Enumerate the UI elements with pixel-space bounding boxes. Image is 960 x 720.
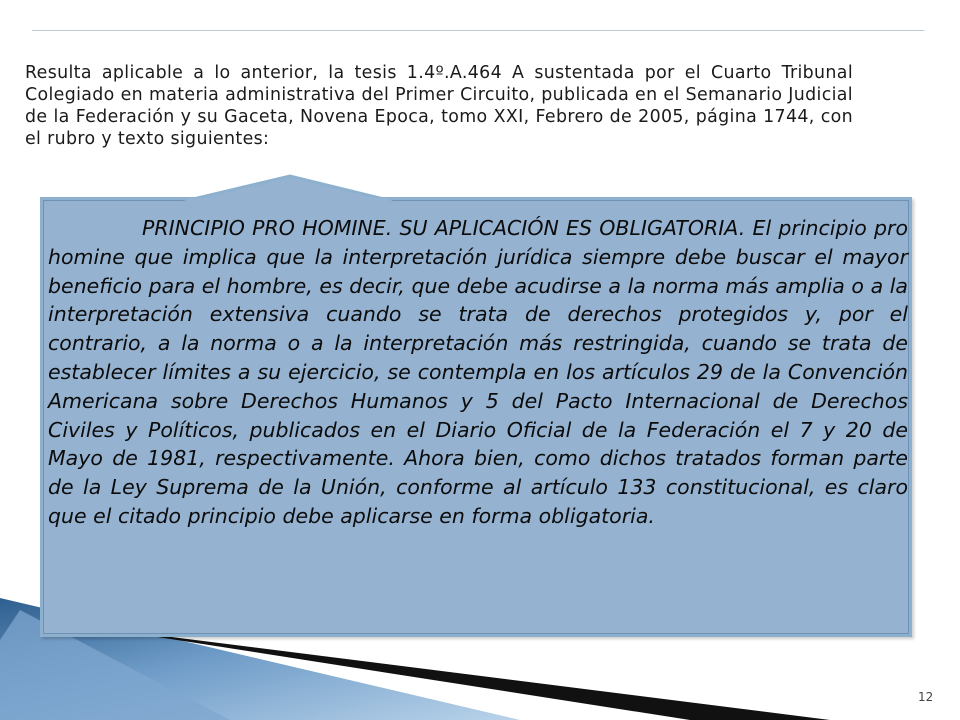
page-number: 12 — [918, 690, 934, 704]
thesis-paragraph — [48, 214, 908, 531]
thesis-body: El principio pro homine que implica que la interpretación jurídica siempre debe buscar el mayor beneficio para el hombre, es decir, que debe acudirse a la norma más amplia o a la interpretación extensiva cuando se trata de derechos protegidos y, por el contrario, a la norma o a la interpretación más restringida, cuando se trata de establecer límites a su ejercicio, se contempla en los artículos 29 de la Convención Americana sobre Derechos Humanos y 5 del Pacto Internacional de Derechos Civiles y Políticos, publicados en el Diario Oficial de la Federación el 7 y 20 de Mayo de 1981, respectivamente. Ahora bien, como dichos tratados forman parte de la Ley Suprema de la Unión, conforme al artículo 133 constitucional, es claro que el citado principio debe aplicarse en forma obligatoria. — [48, 216, 908, 528]
intro-paragraph: Resulta aplicable a lo anterior, la tesis 1.4º.A.464 A sustentada por el Cuarto Tribunal Colegiado en materia administrativa del Primer Circuito, publicada en el Semanario Judicial de la Federación y su Gaceta, Novena Epoca, tomo XXI, Febrero de 2005, página 1744, con el rubro y texto siguientes: — [25, 63, 853, 149]
thesis-heading: PRINCIPIO PRO HOMINE. SU APLICACIÓN ES OBLIGATORIA. — [142, 216, 746, 240]
callout-pointer-shape — [185, 176, 392, 201]
callout-pointer-joint — [188, 198, 389, 204]
